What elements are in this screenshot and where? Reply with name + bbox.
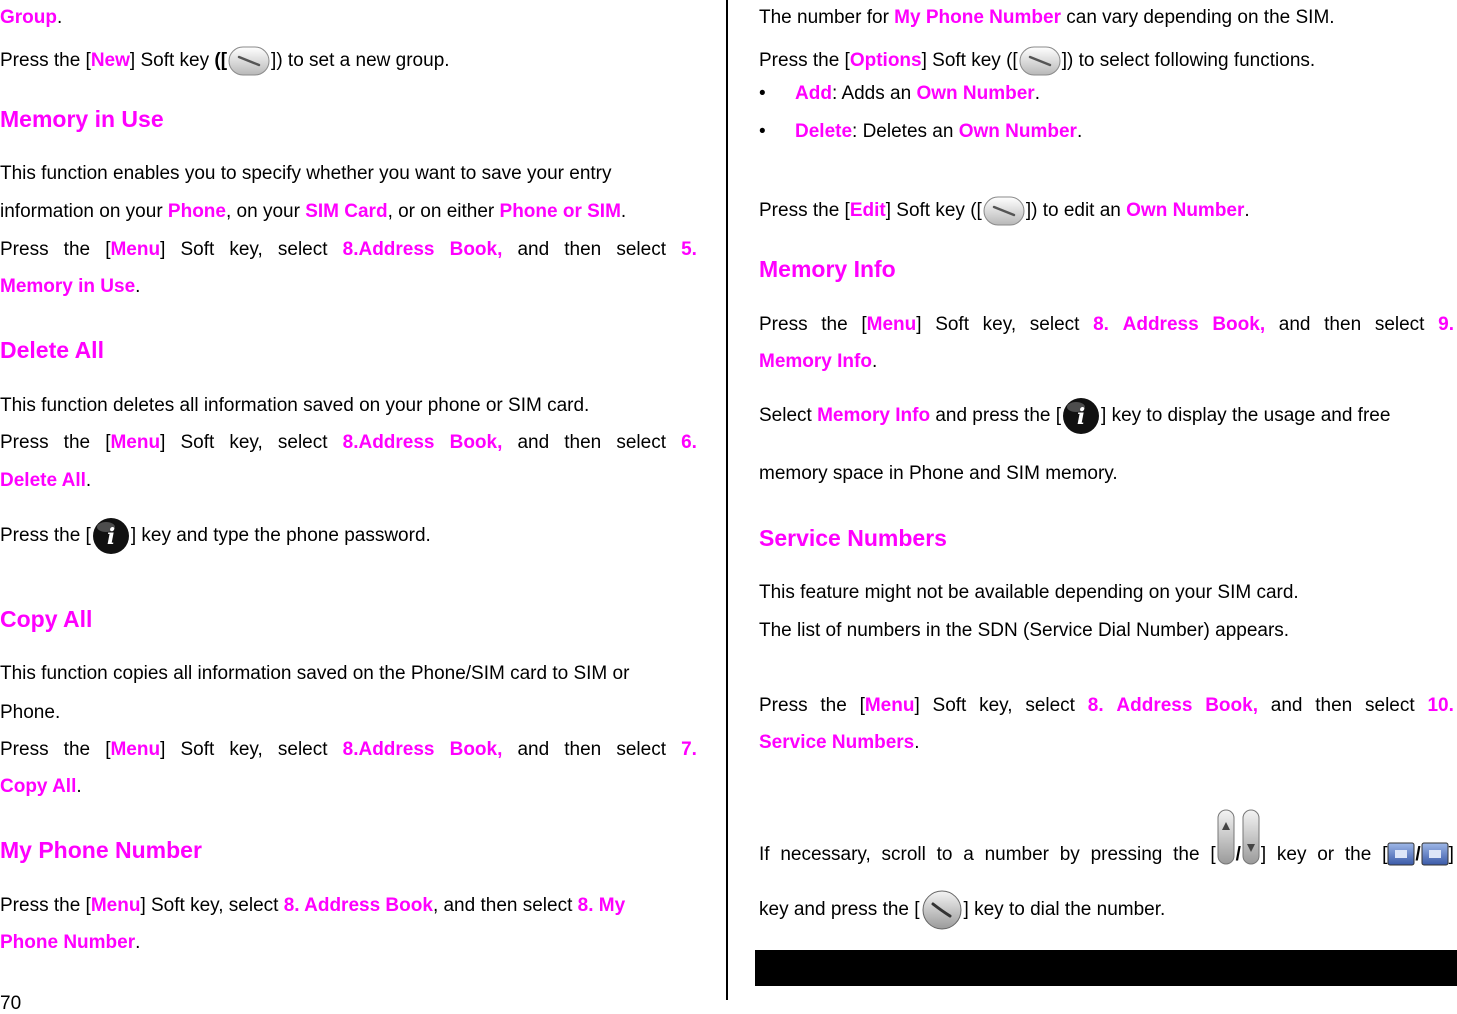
- copy-all-p2: Phone.: [0, 702, 61, 723]
- edit-line: Press the [Edit] Soft key ([ ]) to edit an Own Number.: [759, 194, 1454, 228]
- service-numbers-p1: This feature might not be available depending on your SIM card.: [759, 582, 1299, 603]
- copy-all-p1: This function copies all information saved on the Phone/SIM card to SIM or: [0, 663, 630, 684]
- copy-all-p4: Copy All.: [0, 776, 82, 797]
- nav-down-key-icon: [1241, 808, 1261, 866]
- memory-info-heading: Memory Info: [759, 256, 896, 282]
- side-key-down-icon: [1421, 842, 1449, 866]
- my-phone-number-p1: Press the [Menu] Soft key, select 8. Address Book, and then select 8. My: [0, 895, 626, 916]
- column-divider: [726, 0, 728, 1000]
- memory-in-use-p4: Memory in Use.: [0, 276, 141, 297]
- nav-up-key-icon: [1216, 808, 1236, 866]
- options-line: Press the [Options] Soft key ([ ]) to select following functions.: [759, 44, 1454, 78]
- bullet-add: • Add: Adds an Own Number.: [759, 83, 1040, 104]
- memory-in-use-heading: Memory in Use: [0, 106, 164, 132]
- svg-text:i: i: [106, 524, 116, 550]
- service-numbers-heading: Service Numbers: [759, 525, 947, 551]
- memory-info-p3: Select Memory Info and press the [ i ] key to display the usage and free: [759, 396, 1454, 436]
- service-numbers-p6: key and press the [ ] key to dial the number.: [759, 888, 1454, 932]
- copy-all-heading: Copy All: [0, 606, 93, 632]
- memory-info-p2: Memory Info.: [759, 351, 878, 372]
- new-softkey-label: New: [90, 50, 130, 72]
- service-numbers-p5: If necessary, scroll to a number by pressing the [ / ] key or the [ / ]: [759, 804, 1454, 866]
- delete-all-p2: Press the [Menu] Soft key, select 8.Address Book, and then select 6.: [0, 432, 697, 453]
- info-key-icon: [91, 516, 131, 556]
- delete-all-p4: Press the [ i ] key and type the phone password.: [0, 516, 697, 556]
- memory-in-use-p2: information on your Phone, on your SIM Card, or on either Phone or SIM.: [0, 201, 627, 222]
- delete-all-p1: This function deletes all information saved on your phone or SIM card.: [0, 395, 590, 416]
- memory-info-p1: Press the [Menu] Soft key, select 8. Address Book, and then select 9.: [759, 314, 1454, 335]
- memory-in-use-p1: This function enables you to specify whether you want to save your entry: [0, 163, 612, 184]
- service-numbers-p3: Press the [Menu] Soft key, select 8. Address Book, and then select 10.: [759, 695, 1454, 716]
- side-key-up-icon: [1387, 842, 1415, 866]
- service-numbers-p2: The list of numbers in the SDN (Service Dial Number) appears.: [759, 620, 1290, 641]
- svg-text:i: i: [1076, 404, 1086, 430]
- service-numbers-p4: Service Numbers.: [759, 732, 920, 753]
- softkey-icon: [1018, 44, 1062, 78]
- page-number: 70: [0, 993, 22, 1014]
- send-key-icon: [920, 889, 964, 931]
- group-line: Group.: [0, 7, 63, 28]
- footer-bar: [755, 950, 1457, 986]
- bullet-delete: • Delete: Deletes an Own Number.: [759, 121, 1083, 142]
- group-term: Group: [0, 7, 57, 28]
- sim-note-line: The number for My Phone Number can vary depending on the SIM.: [759, 7, 1335, 28]
- softkey-icon: [227, 44, 271, 78]
- memory-info-p4: memory space in Phone and SIM memory.: [759, 463, 1118, 484]
- my-phone-number-heading: My Phone Number: [0, 837, 202, 863]
- copy-all-p3: Press the [Menu] Soft key, select 8.Address Book, and then select 7.: [0, 739, 697, 760]
- delete-all-heading: Delete All: [0, 337, 104, 363]
- softkey-icon: [982, 194, 1026, 228]
- delete-all-p3: Delete All.: [0, 470, 92, 491]
- my-phone-number-p2: Phone Number.: [0, 932, 141, 953]
- memory-in-use-p3: Press the [Menu] Soft key, select 8.Address Book, and then select 5.: [0, 239, 697, 260]
- info-key-icon: [1061, 396, 1101, 436]
- new-group-line: Press the [New] Soft key ([ ]) to set a new group.: [0, 44, 697, 78]
